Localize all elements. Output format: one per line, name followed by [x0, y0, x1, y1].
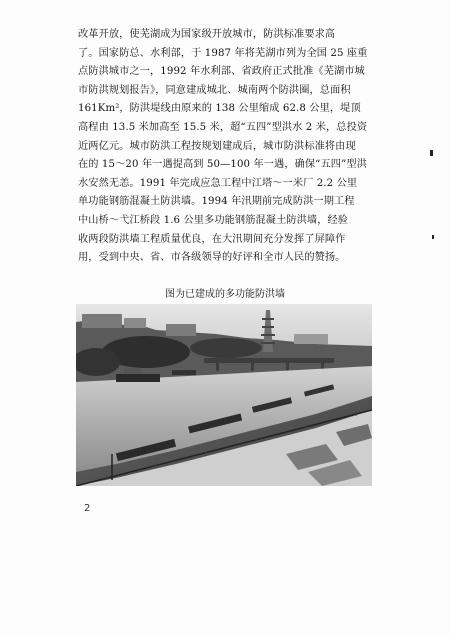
article-line: 近两亿元。城市防洪工程按规划建成后，城市防洪标准将由现: [78, 140, 356, 152]
flood-wall-photo: [76, 304, 372, 486]
article-line: 中山桥～弋江桥段 1.6 公里多功能钢筋混凝土防洪墙，经验: [78, 214, 349, 226]
page-number: 2: [84, 503, 91, 514]
tree-cluster: [190, 338, 262, 358]
figure-caption: 图为已建成的多功能防洪墙: [165, 289, 285, 300]
building: [124, 318, 146, 328]
article-line: 单功能钢筋混凝土防洪墙。1994 年汛期前完成防洪一期工程: [78, 196, 355, 208]
article-line: 改革开放，使芜湖成为国家级开放城市，防洪标准要求高: [78, 29, 336, 40]
boat: [116, 374, 160, 382]
article-line: 用，受到中央、省、市各级领导的好评和全市人民的赞扬。: [78, 252, 346, 264]
article-body: [78, 26, 374, 268]
article-line: 了。国家防总、水利部，于 1987 年将芜湖市列为全国 25 座重: [78, 47, 368, 59]
building: [166, 324, 196, 336]
scan-speck: [432, 235, 434, 239]
article-line: 在的 15～20 年一遇提高到 50—100 年一遇，确保“五四”型洪: [78, 159, 367, 171]
scan-speck: [430, 150, 433, 156]
bridge: [204, 358, 334, 363]
article-line: 收两段防洪墙工程质量优良，在大汛期间充分发挥了屏障作: [78, 233, 346, 245]
article-line: 高程由 13.5 米加高至 15.5 米，超“五四”型洪水 2 米，总投资: [78, 121, 368, 133]
building: [82, 314, 122, 328]
photo-illustration: [76, 304, 372, 486]
article-line: 161Km²，防洪堤线由原来的 138 公里缩成 62.8 公里，堤顶: [78, 103, 361, 115]
article-line: 水安然无恙。1991 年完成应急工程中江塔～一米厂 2.2 公里: [78, 177, 358, 189]
boat: [172, 370, 196, 375]
building: [294, 334, 328, 344]
article-line: 点防洪城市之一，1992 年水利部、省政府正式批准《芜湖市城: [78, 66, 365, 78]
article-line: 市防洪规划报告》，同意建成城北、城南两个防洪圈，总面积: [78, 84, 351, 96]
